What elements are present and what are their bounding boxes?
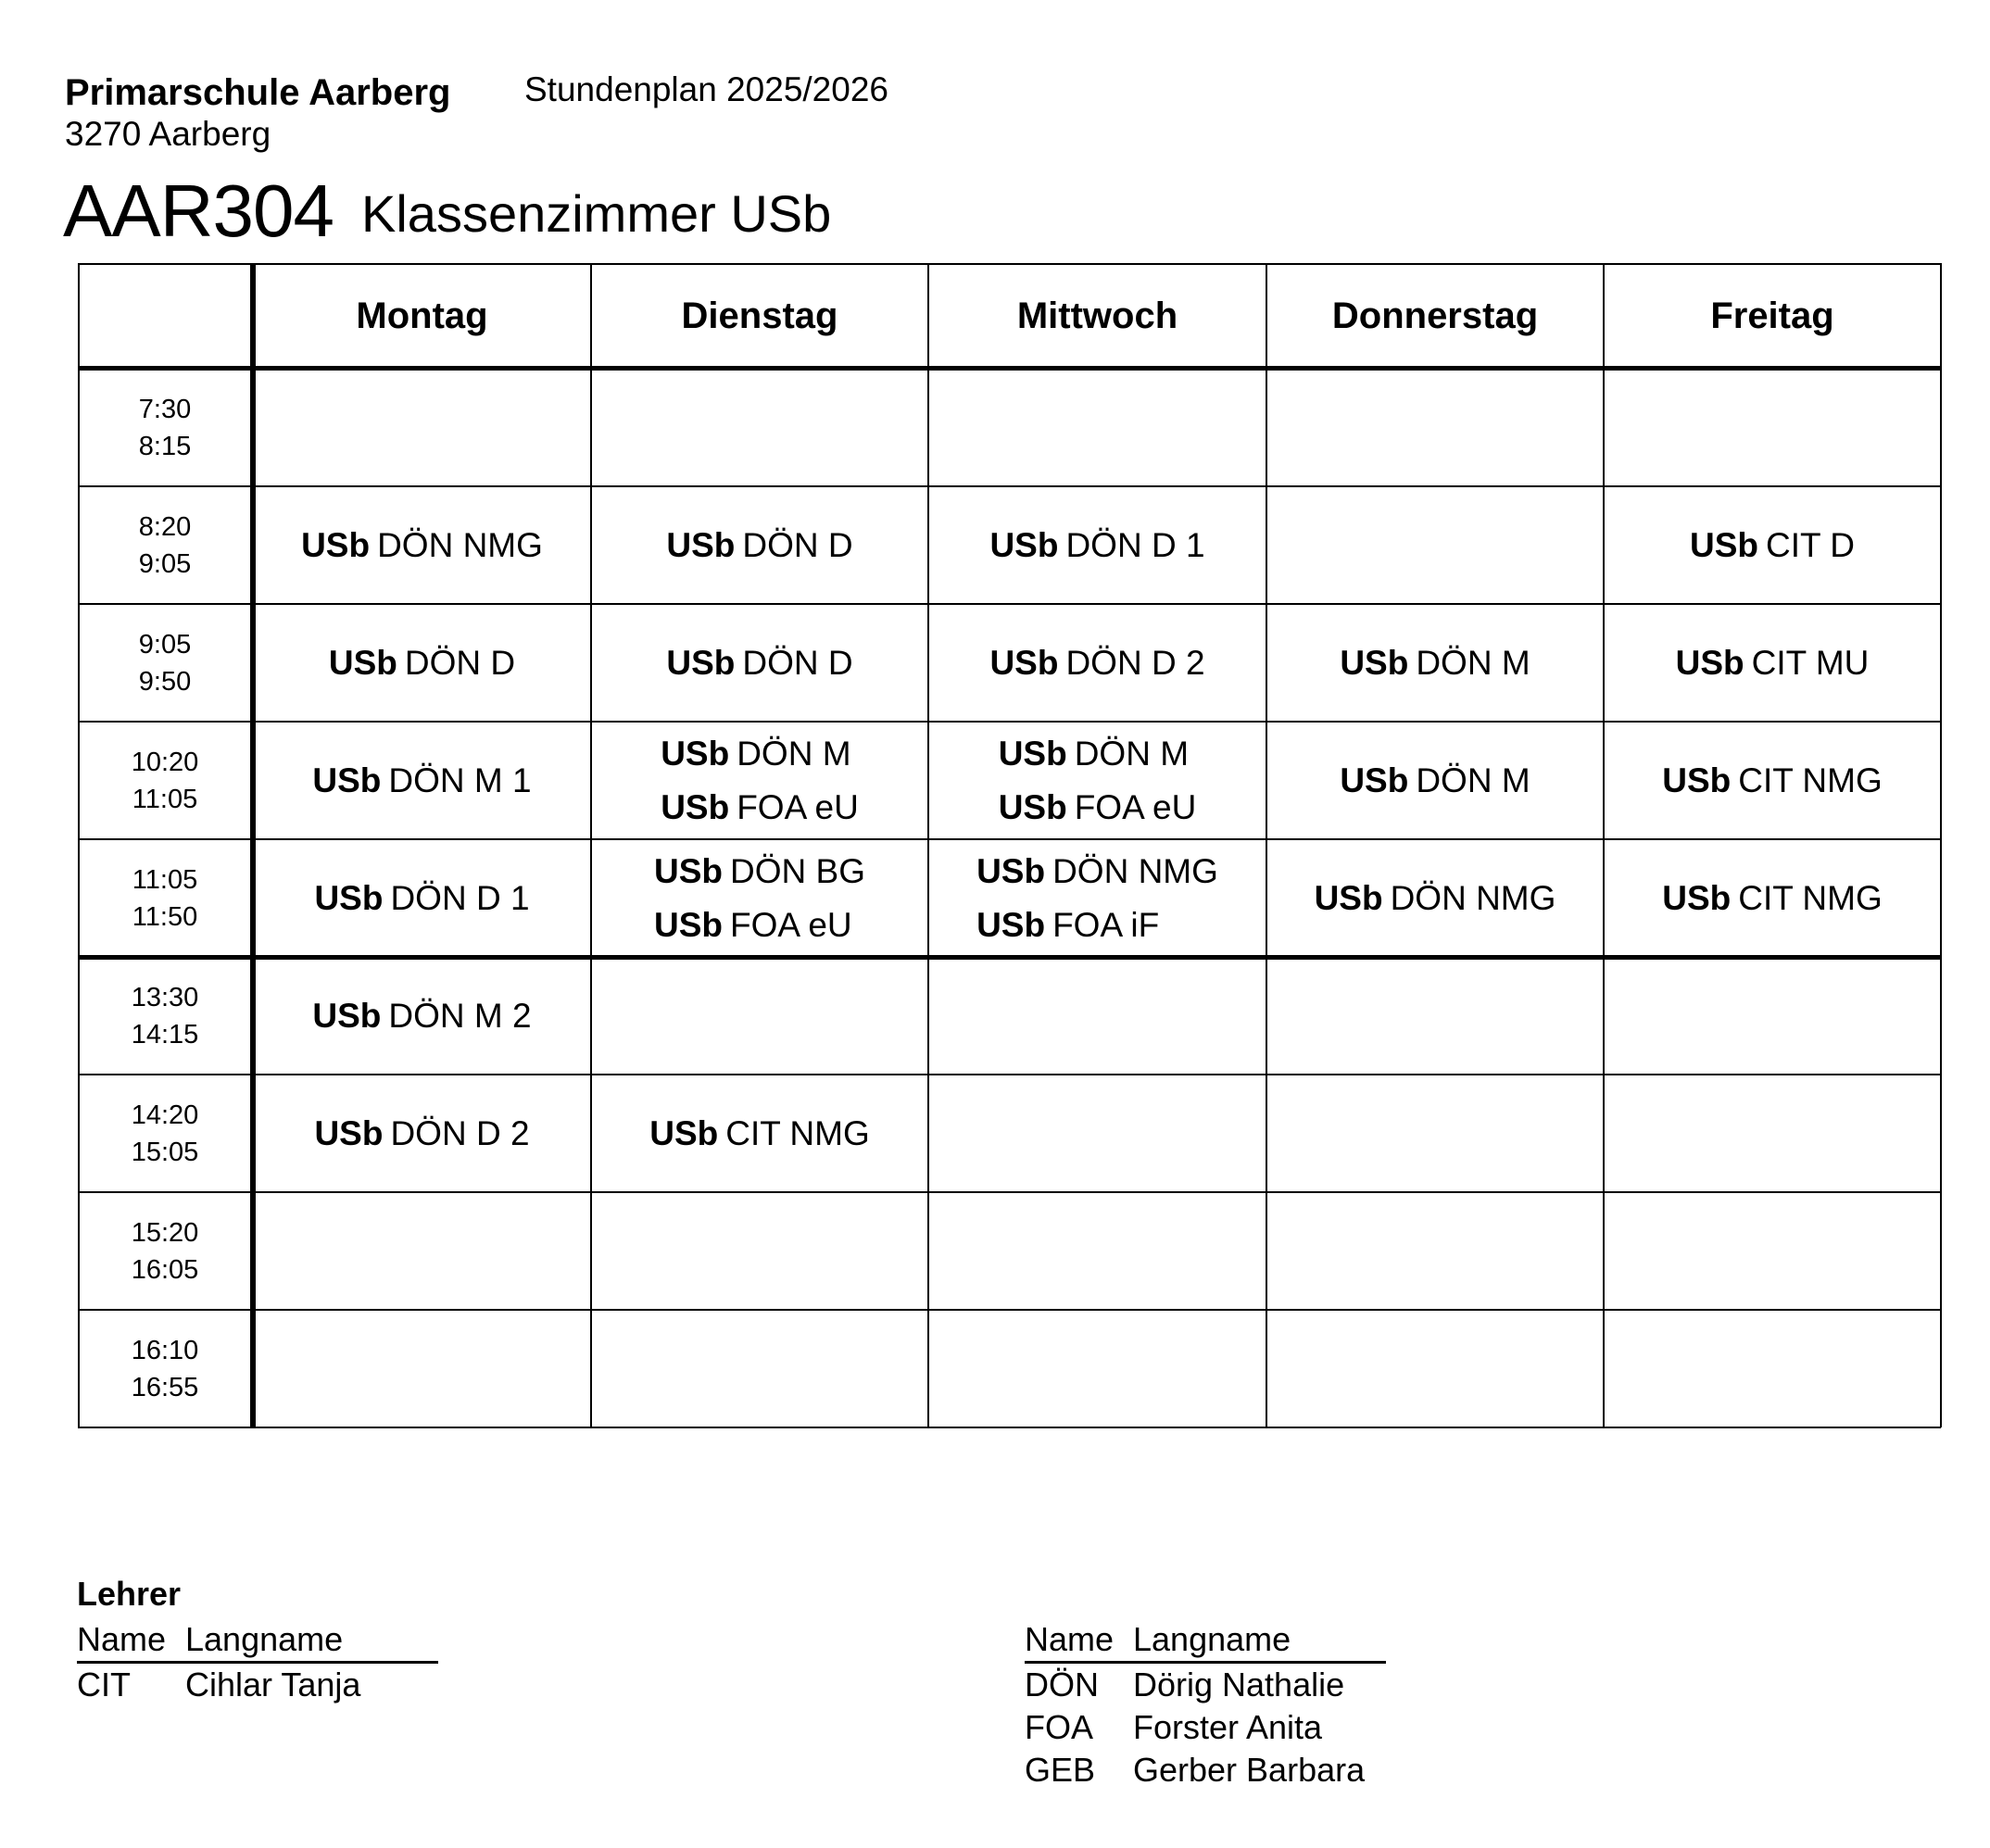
legend-col-name: Name (1025, 1620, 1115, 1658)
lesson-detail: DÖN M (1074, 734, 1190, 773)
lesson-cell (928, 722, 1266, 839)
lesson-entry (301, 519, 543, 572)
lesson-class: USb (666, 525, 736, 564)
legend-header-row (77, 1616, 438, 1664)
teacher-code: DÖN (1025, 1666, 1099, 1703)
lesson-cell (1604, 1192, 1941, 1310)
legend-col-longname: Langname (185, 1620, 344, 1658)
lesson-cell (1604, 1310, 1941, 1427)
period-time (78, 369, 252, 486)
lesson-class: USb (649, 1113, 719, 1152)
lesson-entry (1662, 754, 1883, 808)
legend-column-right (1025, 1616, 1386, 1791)
lesson-cell (1266, 1075, 1604, 1192)
lesson-detail: CIT MU (1751, 643, 1870, 682)
teacher-code: CIT (77, 1666, 131, 1703)
lesson-class: USb (661, 787, 730, 826)
lesson-cell (1266, 839, 1604, 957)
lesson-detail: CIT NMG (1738, 878, 1883, 917)
period-time (78, 604, 252, 722)
lesson-detail: DÖN D 1 (390, 878, 530, 917)
lesson-cell (928, 604, 1266, 722)
lesson-entry (1340, 754, 1530, 808)
lesson-detail: DÖN D (742, 525, 853, 564)
period-start: 7:30 (138, 394, 192, 424)
lesson-entry (1340, 636, 1530, 690)
period-end: 16:05 (131, 1254, 199, 1285)
lesson-detail: CIT D (1766, 525, 1855, 564)
lesson-entry (666, 636, 852, 690)
legend-col-name: Name (77, 1620, 167, 1658)
lesson-entry (1315, 872, 1556, 925)
lesson-detail: FOA eU (737, 787, 859, 826)
teacher-code: FOA (1025, 1708, 1094, 1746)
lesson-entry (649, 1107, 870, 1161)
teacher-longname: Gerber Barbara (1133, 1751, 1366, 1789)
lesson-cell (591, 369, 928, 486)
period-start: 11:05 (132, 864, 198, 895)
period-start: 15:20 (131, 1217, 199, 1248)
lesson-entry (666, 519, 852, 572)
lesson-cell (1604, 1075, 1941, 1192)
period-time (78, 957, 252, 1075)
lesson-cell (928, 369, 1266, 486)
lesson-entry (654, 845, 865, 899)
period-time (78, 486, 252, 604)
lesson-class: USb (1675, 643, 1744, 682)
lesson-cell (591, 1310, 928, 1427)
legend-row (1025, 1749, 1386, 1791)
lesson-detail: DÖN M 2 (388, 996, 532, 1035)
lesson-cell (928, 1310, 1266, 1427)
plan-title: Stundenplan 2025/2026 (524, 70, 888, 108)
lesson-detail: CIT NMG (725, 1113, 870, 1152)
lesson-cell (928, 957, 1266, 1075)
lesson-cell (591, 957, 928, 1075)
lesson-class: USb (998, 734, 1067, 773)
lesson-class: USb (1340, 761, 1409, 799)
lesson-cell (253, 1192, 591, 1310)
legend-header-row (1025, 1616, 1386, 1664)
lesson-entry (989, 636, 1204, 690)
period-time (78, 1310, 252, 1427)
lesson-cell (1266, 369, 1604, 486)
lesson-entry (661, 781, 859, 835)
teacher-longname: Forster Anita (1133, 1708, 1323, 1746)
legend-col-longname: Langname (1133, 1620, 1291, 1658)
lesson-cell (591, 839, 928, 957)
lesson-cell (253, 839, 591, 957)
lesson-detail: CIT NMG (1738, 761, 1883, 799)
lesson-entry (1676, 636, 1870, 690)
lesson-entry (654, 899, 852, 952)
period-start: 10:20 (131, 747, 199, 777)
period-time (78, 839, 252, 957)
lesson-detail: DÖN D (404, 643, 516, 682)
lesson-detail: DÖN D 2 (390, 1113, 530, 1152)
lesson-detail: DÖN NMG (1052, 851, 1218, 890)
lesson-detail: DÖN NMG (377, 525, 543, 564)
lesson-class: USb (1690, 525, 1759, 564)
lesson-cell (1604, 957, 1941, 1075)
lesson-class: USb (998, 787, 1067, 826)
period-end: 9:50 (138, 666, 192, 697)
lesson-entry (976, 845, 1218, 899)
lesson-class: USb (989, 643, 1059, 682)
day-header: Dienstag (681, 295, 838, 336)
lesson-cell (1266, 486, 1604, 604)
lesson-cell (1266, 1310, 1604, 1427)
lesson-entry (314, 872, 529, 925)
period-time (78, 1192, 252, 1310)
period-time (78, 1075, 252, 1192)
lesson-cell (1604, 839, 1941, 957)
lesson-class: USb (1314, 878, 1383, 917)
period-end: 11:50 (132, 901, 198, 932)
lesson-detail: FOA eU (1074, 787, 1197, 826)
lesson-detail: DÖN M (1416, 761, 1530, 799)
lesson-cell (253, 369, 591, 486)
period-end: 9:05 (138, 548, 192, 579)
lesson-entry (314, 1107, 529, 1161)
lesson-class: USb (312, 761, 382, 799)
teacher-code: GEB (1025, 1751, 1096, 1789)
lesson-class: USb (976, 905, 1046, 944)
lesson-entry (1690, 519, 1855, 572)
legend-row (77, 1664, 438, 1706)
day-header: Montag (356, 295, 488, 336)
lesson-cell (1604, 722, 1941, 839)
period-start: 16:10 (131, 1335, 199, 1365)
period-start: 9:05 (138, 629, 192, 660)
lesson-cell (1266, 604, 1604, 722)
lesson-class: USb (989, 525, 1059, 564)
period-start: 13:30 (131, 982, 199, 1012)
lesson-cell (928, 1192, 1266, 1310)
lesson-entry (312, 989, 531, 1043)
room-name: Klassenzimmer USb (361, 184, 832, 243)
lesson-cell (253, 722, 591, 839)
teacher-longname: Cihlar Tanja (185, 1666, 361, 1703)
lesson-detail: DÖN D (742, 643, 853, 682)
lesson-cell (253, 1310, 591, 1427)
period-end: 8:15 (138, 431, 192, 461)
lesson-class: USb (654, 851, 724, 890)
legend-row (1025, 1706, 1386, 1749)
lesson-entry (989, 519, 1204, 572)
lesson-cell (591, 1192, 928, 1310)
lesson-entry (999, 727, 1189, 781)
period-time (78, 722, 252, 839)
lesson-class: USb (1340, 643, 1409, 682)
lesson-class: USb (976, 851, 1046, 890)
lesson-class: USb (301, 525, 371, 564)
lesson-entry (312, 754, 531, 808)
room-code: AAR304 (63, 170, 334, 252)
lesson-class: USb (661, 734, 730, 773)
lesson-cell (253, 1075, 591, 1192)
day-header: Donnerstag (1331, 295, 1539, 336)
period-end: 11:05 (132, 784, 198, 814)
lesson-detail: DÖN M (737, 734, 851, 773)
lesson-detail: FOA iF (1052, 905, 1160, 944)
lesson-cell (1266, 722, 1604, 839)
lesson-cell (591, 604, 928, 722)
lesson-cell (591, 1075, 928, 1192)
lesson-detail: FOA eU (730, 905, 852, 944)
legend-heading: Lehrer (77, 1575, 182, 1613)
lesson-class: USb (1662, 761, 1732, 799)
lesson-cell (928, 1075, 1266, 1192)
period-start: 14:20 (131, 1100, 199, 1130)
lesson-cell (1266, 1192, 1604, 1310)
lesson-cell (253, 486, 591, 604)
lesson-cell (928, 839, 1266, 957)
lesson-cell (1604, 486, 1941, 604)
lesson-detail: DÖN NMG (1390, 878, 1556, 917)
lesson-detail: DÖN D 2 (1065, 643, 1205, 682)
lesson-cell (253, 957, 591, 1075)
lesson-class: USb (654, 905, 724, 944)
legend-column-left (77, 1616, 438, 1706)
lesson-class: USb (666, 643, 736, 682)
day-header: Mittwoch (1016, 295, 1178, 336)
lesson-class: USb (314, 1113, 384, 1152)
day-header: Freitag (1710, 295, 1834, 336)
lesson-class: USb (328, 643, 397, 682)
school-city: 3270 Aarberg (65, 115, 271, 153)
period-start: 8:20 (138, 511, 192, 542)
lesson-detail: DÖN D 1 (1065, 525, 1205, 564)
lesson-entry (661, 727, 850, 781)
legend-row (1025, 1664, 1386, 1706)
lesson-cell (591, 486, 928, 604)
period-end: 14:15 (131, 1019, 199, 1050)
lesson-class: USb (314, 878, 384, 917)
lesson-cell (1604, 604, 1941, 722)
lesson-cell (591, 722, 928, 839)
period-end: 16:55 (131, 1372, 199, 1402)
lesson-entry (976, 899, 1159, 952)
lesson-class: USb (1662, 878, 1732, 917)
lesson-detail: DÖN M 1 (388, 761, 532, 799)
lesson-cell (928, 486, 1266, 604)
teacher-longname: Dörig Nathalie (1133, 1666, 1345, 1703)
period-end: 15:05 (131, 1137, 199, 1167)
lesson-detail: DÖN BG (730, 851, 865, 890)
lesson-entry (999, 781, 1197, 835)
lesson-cell (253, 604, 591, 722)
lesson-class: USb (312, 996, 382, 1035)
lesson-cell (1266, 957, 1604, 1075)
lesson-cell (1604, 369, 1941, 486)
lesson-entry (329, 636, 515, 690)
lesson-detail: DÖN M (1416, 643, 1530, 682)
lesson-entry (1662, 872, 1883, 925)
school-name: Primarschule Aarberg (65, 72, 451, 113)
